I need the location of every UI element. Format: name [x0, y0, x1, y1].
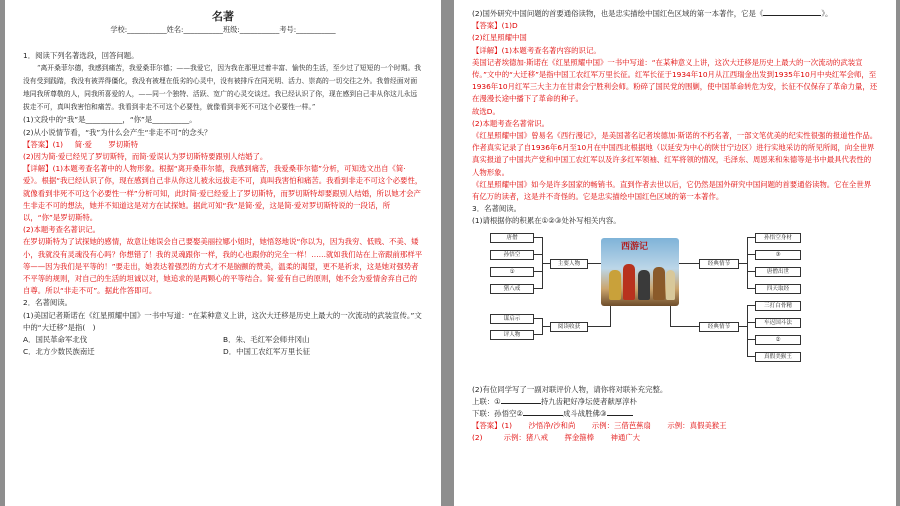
answer-2-part2-detail-b: 《红星照耀中国》如今是许多国家的畅销书。直到作者去世以后，它仍然是国外研究中国问题的首要通俗读物。它在全世界有亿万的读者，这是并不奇怪的。它是忠实描绘中国红色区域的第一本著作。: [472, 179, 872, 202]
diagram-node: 三打白骨精: [755, 301, 801, 311]
answer-value: 神通广大: [610, 433, 641, 443]
diagram-node: 真假美猴王: [755, 352, 801, 362]
diagram-node: ③: [755, 250, 801, 260]
image-title: 西游记: [621, 241, 649, 252]
diagram-node: ②: [755, 335, 801, 345]
answer-2-detail: 美国记者埃德加·斯诺在《红星照耀中国》一书中写道：“在某种意义上讲，这次大迁移是历史上最大的一次流动的武装宣传。”文中的“大迁移”是指中国工农红军万里长征。红军长征于1934年10月从江西瑞金出发到1935年10月中央红军会师，至1936年10月红军三大主力在甘肃会宁胜利会师。粉碎了国民党的围剿，使中国革命转危为安，长征不仅保存了革命力量，还在漫漫长途中播下了革命的种子。: [472, 57, 878, 104]
answer-value: 示例：猪八戒: [503, 433, 548, 443]
question-text: (2)国外研究中国问题的首要通俗读物，也是忠实描绘中国红色区域的第一本著作，它是《: [472, 9, 764, 18]
diagram-node: 猪八戒: [490, 284, 534, 294]
answer-value: 示例：真假美猴王: [667, 421, 727, 431]
answer-value: 简·爱: [74, 139, 92, 149]
answer-1-line: [23, 139, 423, 151]
answer-2-label: 【答案】(1)D: [472, 21, 518, 31]
diagram-category: 经典情节: [699, 322, 739, 332]
option-c: C．北方少数民族南迁: [23, 347, 95, 357]
answer-2-detail-head: 【详解】(1)本题考查名著内容的识记。: [472, 45, 601, 55]
answer-blank: [523, 415, 563, 416]
diagram-node: ①: [490, 267, 534, 277]
answer-label: (2): [472, 433, 483, 443]
page-title: 名著: [212, 10, 234, 23]
question-3-sub2: (2)有位同学写了一副对联评价人物，请你将对联补充完整。: [472, 384, 668, 394]
question-1-sub1: (1)文段中的“我”是__________，“你”是__________。: [23, 115, 197, 125]
options-list: [23, 334, 423, 358]
question-3-heading: 3．名著阅读。: [472, 204, 522, 214]
question-1-heading: 1．阅读下列名著选段，回答问题。: [23, 51, 139, 61]
answer-1-detail: 【详解】(1)本题考查名著中的人物形象。根据“离开桑菲尔德，我感到痛苦，我爱桑菲尔德”分析，可知选文出自《简·爱》。根据“我已经认识了你，现在感到自己非从你这儿被永远拔走不可，真叫我害怕和痛苦。我看到非走不可这个必要性，就像看到非死不可这个必要性一样”分析可知，此时简·爱已经爱上了罗切斯特，而罗切斯特却要跟别人结婚，所以她才会产生非走不可的想法，她并不知道这是对方在试探她。据此可知“我”是简·爱，这是简·爱对罗切斯特说的一段话，所以，“你”是罗切斯特。: [23, 164, 423, 223]
couplet-upper: [472, 396, 878, 408]
couplet-text: 成斗战胜佛③: [562, 409, 607, 419]
answer-2-part2: (2)红星照耀中国: [472, 33, 527, 43]
answer-blank: [763, 15, 821, 16]
diagram-category: 主要人物: [550, 259, 588, 269]
question-2-sub1: (1)美国记者斯诺在《红星照耀中国》一书中写道：“在某种意义上讲，这次大迁移是历史上最大的一次流动的武装宣传。”文中的“大迁移”是指( ): [23, 310, 422, 332]
question-2-heading: 2．名著阅读。: [23, 298, 73, 308]
answer-value: 示例：三借芭蕉扇: [591, 421, 651, 431]
question-1-passage: “离开桑菲尔德，我感到痛苦，我爱桑菲尔德；——我爱它，因为我在那里过着丰富、愉快的生活，至少过了短短的一个时期。我没有受到践踏，我没有被弄得僵化，我没有被埋在低劣的心灵中，没有被排斥在同光明、活力、崇高的一切交往之外。我曾经面对面地同我所尊敬的人，同我所喜爱的人，——同一个独特、活跃、宽广的心灵交谈过。我已经认识了你，现在感到自己非从你这儿永远拔走不可，真叫我害怕和痛苦。我看到非走不可这个必要性，就像看到非死不可这个必要性一样。”: [23, 64, 422, 112]
answer-3-part2: [472, 432, 878, 444]
question-3-sub1: (1)请根据你的积累在①②③处补写相关内容。: [472, 216, 621, 226]
diagram-node: 孙悟空: [490, 250, 534, 260]
question-2-sub2: [472, 8, 878, 20]
mind-map-diagram: [472, 230, 878, 380]
option-d: D．中国工农红军万里长征: [223, 347, 310, 357]
answer-1-part2: (2)因为简·爱已经见了罗切斯特，而简·爱误认为罗切斯特要跟别人结婚了。: [23, 152, 268, 162]
diagram-node: 唐僧出世: [755, 267, 801, 277]
diagram-node: 唐僧: [490, 233, 534, 243]
couplet-text: 持九齿耙好净坛使者献厚淳朴: [540, 396, 637, 406]
document-page-right: [454, 0, 896, 506]
answer-value: 罗切斯特: [108, 139, 138, 149]
diagram-node: 谋启示: [490, 314, 534, 324]
answer-1-part2-head: (2)本题考查名著识记。: [23, 225, 100, 235]
document-page-left: [5, 0, 441, 506]
option-b: B．朱、毛红军会师井冈山: [223, 335, 310, 345]
diagram-node: 孙悟空身材: [755, 233, 801, 243]
couplet-lower: [472, 408, 878, 420]
answer-label: 【答案】(1): [23, 139, 64, 149]
answer-label: 【答案】(1): [472, 421, 513, 431]
answer-3-line: [472, 420, 878, 432]
question-1-sub2: (2)从小说情节看，“我”为什么会产生“非走不可”的念头？: [23, 127, 212, 137]
diagram-node: 车迟国斗法: [755, 318, 801, 328]
couplet-text: 上联：①: [472, 396, 501, 406]
option-a: A．国民革命军北伐: [23, 335, 88, 345]
answer-2-part2-detail: 《红星照耀中国》曾易名《西行漫记》，是美国著名记者埃德加·斯诺的不朽名著，一部文笔优美的纪实性很强的报道性作品。作者真实记录了自1936年6月至10月在中国西北根据地（以延安为中心的陕甘宁边区）进行实地采访的所见所闻，向全世界真实报道了中国共产党和中国工农红军以及许多红军领袖、红军将领的情况，毛泽东、周恩来和朱德等是书中最具代表性的人物形象。: [472, 131, 878, 177]
journey-to-the-west-image: [601, 238, 679, 306]
answer-1-part2-detail: 在罗切斯特为了试探她的感情，故意让她误会自己要娶美丽拉娜小姐时，她悟怒地说“你以为，因为我穷、低贱、不美、矮小，我就没有灵魂没有心吗？你想错了！我的灵魂跟你一样，我的心也跟你的完全一样！……就如我们站在上帝跟前那样平等——因为我们是平等的！”要走出，她表达着强烈的方式才不是脑颤的赞美，温柔的渴望，更不是祈求，这是她对强势者不平等的规则，对自己的生活的坦诚以对，她追求的是两颗心的平等结合。简·爱有自己的原则，她不会为爱情舍弃自己的自尊。所以“非走不可”。据此作答即可。: [23, 237, 423, 296]
student-info-line: 学校:___________姓名:___________班级:___________考号:___________: [110, 25, 336, 34]
question-text-end: 》。: [821, 9, 833, 18]
answer-blank: [607, 415, 633, 416]
answer-2-conclusion: 故选D。: [472, 106, 500, 116]
diagram-category: 经典情节: [699, 259, 739, 269]
diagram-node: 四天取经: [755, 284, 801, 294]
answer-blank: [501, 403, 541, 404]
answer-value: 挥金箍棒: [564, 433, 595, 443]
diagram-category: 阅读收获: [550, 322, 588, 332]
answer-2-part2-head: (2)本题考查名著常识。: [472, 118, 549, 128]
diagram-node: 评人物: [490, 330, 534, 340]
answer-value: 沙悟净/沙和尚: [528, 421, 576, 431]
couplet-text: 下联：孙悟空②: [472, 409, 523, 419]
